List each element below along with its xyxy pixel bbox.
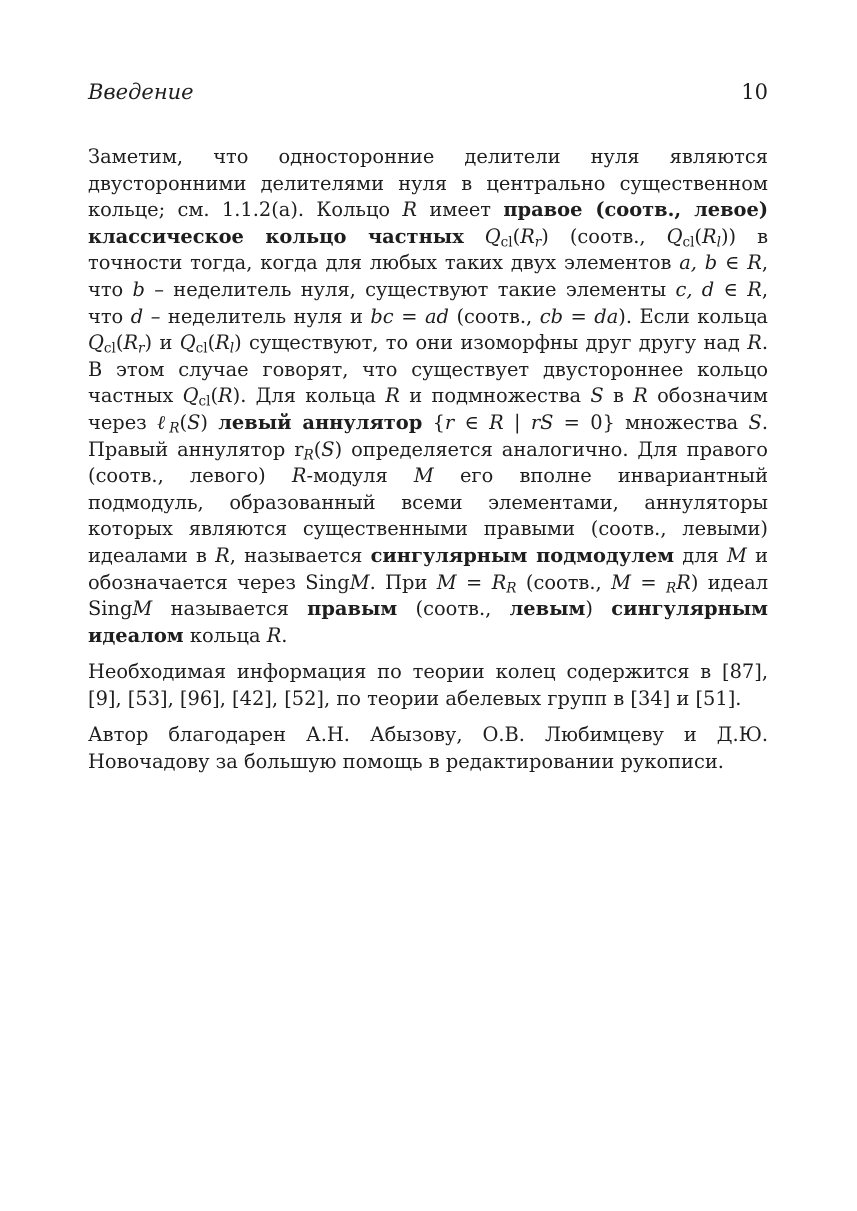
text-run: ) (585, 597, 612, 621)
text-run: ) (232, 384, 241, 408)
math-subscript: r (534, 234, 542, 251)
math-symbol: R (402, 198, 418, 222)
math-symbol: bc (370, 304, 394, 328)
text-run: ( (313, 437, 322, 461)
math-symbol: R (218, 384, 233, 408)
text-run: , называется (229, 543, 371, 567)
math-symbol: b (132, 277, 145, 301)
math-symbol: R (215, 543, 230, 567)
text-run: ∈ (454, 410, 490, 434)
math-symbol: R (266, 623, 282, 647)
text-run: , что (88, 277, 769, 328)
bold-term: сингулярным подмодулем (370, 543, 675, 567)
text-run: существуют, то они изоморфны друг другу над (241, 331, 748, 355)
math-symbol: R (633, 384, 648, 408)
math-symbol: M (413, 464, 434, 488)
math-symbol: Q (666, 224, 683, 248)
math-subscript: R (169, 420, 180, 437)
math-subscript: cl (500, 234, 513, 251)
math-subscript: cl (198, 393, 211, 410)
text-run: (соотв., (516, 570, 612, 594)
text-run: и обозначается через Sing (88, 543, 768, 594)
text-run: ( (210, 384, 219, 408)
paragraph-definitions (88, 144, 768, 649)
text-run: – неделитель нуля и (143, 304, 371, 328)
text-run: обозначим через (88, 384, 768, 434)
text-run: – неделитель нуля, существуют такие элементы (144, 277, 676, 301)
math-subscript: cl (682, 234, 695, 251)
math-subscript: R (506, 579, 517, 596)
text-run (208, 411, 218, 434)
text-run: ( (207, 331, 216, 355)
text-run: , что (88, 251, 768, 301)
math-symbol: S (187, 410, 201, 434)
text-run: | (503, 410, 531, 434)
text-run: = (630, 570, 666, 594)
text-run: ∈ (717, 251, 748, 275)
section-title: Введение (88, 80, 194, 104)
text-run: = 0} (553, 410, 615, 434)
math-symbol: R (747, 251, 762, 275)
text-run: ) (200, 410, 208, 434)
text-run: множества (614, 410, 749, 434)
main-text (88, 144, 768, 786)
math-symbol: R (676, 570, 691, 594)
text-run: Автор благодарен А.Н. Абызову, О.В. Любимцеву и Д.Ю. Новочадову за большую помощь в редактировании рукописи. (88, 723, 768, 774)
text-run: его вполне инвариантный подмодуль, образованный всеми элементами, аннуляторы которых являются существенными правыми (соотв., левыми) идеалами в (88, 464, 769, 567)
math-symbol: M (349, 570, 370, 594)
text-run: . Правый аннулятор (88, 410, 768, 461)
text-run: имеет (417, 198, 504, 222)
text-run: ) (234, 331, 242, 355)
math-symbol: ℓ (157, 410, 170, 434)
math-symbol: M (727, 543, 747, 567)
math-left-subscript: R (665, 579, 677, 596)
math-symbol: S (321, 437, 335, 461)
text-run: (соотв., (448, 304, 540, 328)
text-run: { (422, 410, 445, 434)
math-symbol: R (489, 410, 504, 434)
math-symbol: Q (182, 384, 199, 408)
math-symbol: R (123, 331, 139, 355)
text-run: в точности тогда, когда для любых таких двух элементов (88, 224, 768, 275)
text-run: ( (512, 224, 521, 248)
text-run: и (152, 331, 180, 355)
math-symbol: da (594, 304, 619, 328)
math-symbol: M (132, 597, 153, 621)
math-symbol: rS (530, 410, 554, 434)
text-run (464, 225, 485, 248)
paragraph-acknowledgements (88, 722, 768, 775)
text-run: -модуля (306, 464, 414, 488)
text-run: Необходимая информация по теории колец содержится в [87], [9], [53], [96], [42], [52], по теории абелевых групп в [34] и [51]. (88, 660, 768, 710)
math-symbol: R (747, 331, 762, 355)
paragraph-references (88, 659, 768, 712)
text-run: ) (541, 224, 549, 248)
page-number: 10 (741, 80, 768, 104)
bold-term: сингулярным идеалом (88, 597, 768, 647)
text-run: определяется аналогично. Для правого (соотв., левого) (88, 437, 768, 488)
math-symbol: S (748, 410, 762, 434)
text-run: ( (179, 410, 188, 434)
text-run: называется (152, 597, 308, 621)
math-symbol: R (702, 224, 717, 248)
text-run: ( (694, 224, 702, 248)
text-run: ( (115, 331, 124, 355)
math-symbol: R (491, 570, 507, 594)
text-run: . Для кольца (240, 384, 386, 408)
text-run: ) (144, 331, 153, 355)
bold-term: левый аннулятор (218, 410, 423, 434)
text-run: )) (720, 224, 737, 248)
math-symbol: R (747, 277, 762, 301)
text-run: ) (334, 437, 343, 461)
text-run: Заметим, что односторонние делители нуля являются двусторонними делителями нуля в центрально существенном кольце; см. 1.1.2(a). Кольцо (88, 145, 768, 222)
text-run: = (393, 304, 425, 328)
text-run: (соотв., (548, 224, 667, 248)
math-symbol: M (436, 570, 457, 594)
text-run: (соотв., (397, 597, 510, 621)
text-run: . В этом случае говорят, что существует двустороннее кольцо частных (88, 331, 768, 408)
text-run: . (281, 623, 288, 647)
text-run: ) идеал Sing (88, 570, 769, 621)
text-run: ∈ (714, 277, 748, 301)
math-symbol: S (590, 384, 604, 408)
math-symbol: Q (88, 331, 104, 355)
math-subscript: cl (195, 340, 208, 357)
math-symbol: R (215, 331, 230, 355)
math-symbol: a, b (679, 251, 718, 275)
math-symbol: ad (424, 304, 449, 328)
text-run: кольца (183, 623, 267, 647)
text-run: = (456, 570, 492, 594)
math-subscript: l (229, 340, 235, 357)
math-symbol: c, d (675, 277, 715, 301)
math-subscript: R (303, 446, 314, 463)
math-symbol: r (444, 410, 455, 434)
math-symbol: M (611, 570, 631, 594)
math-symbol: R (520, 224, 535, 248)
math-symbol: cb (539, 304, 563, 328)
bold-term: левым (509, 597, 586, 621)
bold-term: правое (соотв., левое) классическое кольцо частных (88, 198, 768, 248)
math-symbol: Q (484, 224, 501, 248)
text-run: . При (369, 570, 437, 594)
text-run: для (674, 543, 727, 567)
math-subscript: r (138, 340, 145, 357)
running-header (88, 80, 768, 110)
math-symbol: R (385, 384, 400, 408)
math-subscript: cl (103, 340, 116, 357)
math-symbol: R (291, 464, 307, 488)
text-run: = (563, 304, 595, 328)
text-run: r (294, 437, 304, 461)
text-run: ). Если кольца (618, 304, 768, 328)
text-run: и подмножества (399, 384, 591, 408)
math-subscript: l (716, 234, 721, 251)
bold-term: правым (307, 597, 398, 621)
math-symbol: d (130, 304, 144, 328)
text-run: в (603, 384, 634, 408)
math-symbol: Q (179, 331, 196, 355)
